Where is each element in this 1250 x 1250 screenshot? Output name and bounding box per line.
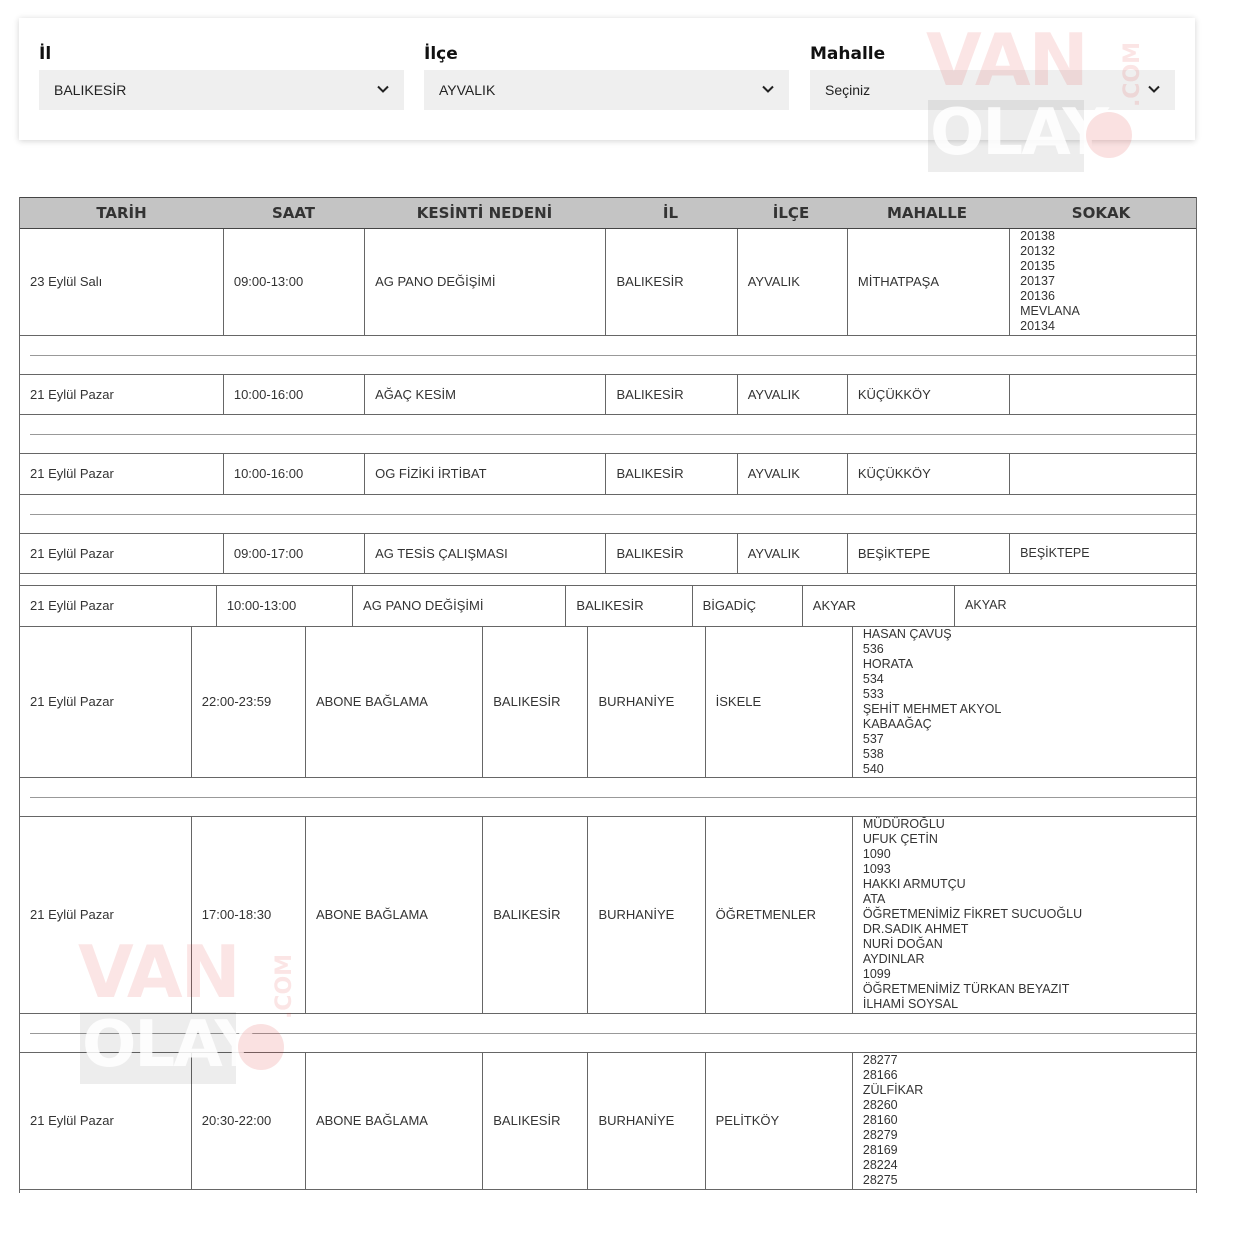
cell-saat: 09:00-13:00 xyxy=(223,229,364,335)
cell-saat: 10:00-16:00 xyxy=(223,375,364,415)
street-name: ATA xyxy=(862,892,886,907)
cell-tarih: 21 Eylül Pazar xyxy=(20,586,216,626)
street-name: AYDINLAR xyxy=(862,952,925,967)
cell-mahalle: ÖĞRETMENLER xyxy=(705,817,852,1013)
cell-ilce: AYVALIK xyxy=(737,229,847,335)
cell-tarih: 21 Eylül Pazar xyxy=(20,817,191,1013)
cell-sokak xyxy=(1010,534,1196,574)
cell-mahalle: İSKELE xyxy=(705,627,852,778)
cell-tarih: 21 Eylül Pazar xyxy=(20,627,191,778)
header-ilce: İLÇE xyxy=(772,204,810,222)
table-row xyxy=(20,1053,1196,1191)
chevron-down-icon xyxy=(1147,82,1161,96)
header-il: İL xyxy=(662,204,679,222)
chevron-down-icon xyxy=(761,82,775,96)
cell-saat: 10:00-16:00 xyxy=(223,454,364,494)
ilce-label: İlçe xyxy=(424,44,458,64)
cell-tarih: 21 Eylül Pazar xyxy=(20,1053,191,1190)
ilce-select[interactable] xyxy=(424,70,789,110)
row-separator xyxy=(20,574,1196,586)
header-tarih: TARİH xyxy=(96,204,147,222)
cell-il: BALIKESİR xyxy=(483,817,588,1013)
street-name: HAKKI ARMUTÇU xyxy=(862,877,966,892)
street-name: 20134 xyxy=(1020,319,1055,334)
street-name: ÖĞRETMENİMİZ FİKRET SUCUOĞLU xyxy=(862,907,1083,922)
il-select-value: BALIKESİR xyxy=(54,82,127,98)
street-name: 28277 xyxy=(862,1053,898,1068)
row-separator xyxy=(20,336,1196,375)
cell-ilce: BİGADİÇ xyxy=(692,586,802,626)
cell-sokak xyxy=(1010,375,1196,415)
table-body xyxy=(20,229,1196,1190)
table-row xyxy=(20,229,1196,336)
street-name: MEVLANA xyxy=(1020,304,1080,319)
street-name: ŞEHİT MEHMET AKYOL xyxy=(862,701,1002,716)
table-row xyxy=(20,534,1196,575)
cell-sokak xyxy=(1010,454,1196,494)
cell-ilce: BURHANİYE xyxy=(588,627,705,778)
street-name: 534 xyxy=(862,671,884,686)
street-name: 20137 xyxy=(1020,274,1055,289)
table-row xyxy=(20,375,1196,416)
cell-neden: ABONE BAĞLAMA xyxy=(305,817,482,1013)
cell-mahalle: KÜÇÜKKÖY xyxy=(847,375,1009,415)
cell-mahalle: MİTHATPAŞA xyxy=(847,229,1009,335)
street-name: MÜDÜROĞLU xyxy=(862,817,945,832)
cell-saat: 22:00-23:59 xyxy=(191,627,305,778)
street-name: 1099 xyxy=(862,967,891,982)
cell-mahalle: KÜÇÜKKÖY xyxy=(847,454,1009,494)
street-name: KABAAĞAÇ xyxy=(862,716,932,731)
cell-sokak xyxy=(852,817,1196,1013)
chevron-down-icon xyxy=(376,82,390,96)
street-name: 540 xyxy=(862,761,884,776)
cell-il: BALIKESİR xyxy=(606,534,737,574)
cell-saat: 10:00-13:00 xyxy=(216,586,352,626)
street-name: AKYAR xyxy=(965,598,1007,613)
street-name: 28279 xyxy=(862,1128,898,1143)
watermark-logo: VAN OLAY .COM xyxy=(78,930,298,1082)
cell-neden: AG PANO DEĞİŞİMİ xyxy=(353,586,566,626)
cell-neden: OG FİZİKİ İRTİBAT xyxy=(365,454,606,494)
cell-sokak xyxy=(852,627,1196,778)
cell-neden: ABONE BAĞLAMA xyxy=(305,627,482,778)
street-name: 533 xyxy=(862,686,884,701)
cell-tarih: 21 Eylül Pazar xyxy=(20,534,223,574)
street-name: 28169 xyxy=(862,1143,898,1158)
street-name: 28275 xyxy=(862,1173,898,1188)
cell-ilce: BURHANİYE xyxy=(588,1053,705,1190)
street-name: 20138 xyxy=(1020,229,1055,244)
street-name: 28260 xyxy=(862,1098,898,1113)
table-row xyxy=(20,627,1196,779)
cell-il: BALIKESİR xyxy=(606,375,737,415)
cell-ilce: BURHANİYE xyxy=(588,817,705,1013)
row-separator xyxy=(20,495,1196,534)
street-name: 536 xyxy=(862,641,884,656)
cell-sokak xyxy=(1010,229,1196,335)
ilce-select-value: AYVALIK xyxy=(439,82,496,98)
cell-ilce: AYVALIK xyxy=(737,534,847,574)
il-filter xyxy=(39,44,404,110)
cell-ilce: AYVALIK xyxy=(737,375,847,415)
street-name: HASAN ÇAVUŞ xyxy=(862,626,952,641)
street-name: ÖĞRETMENİMİZ TÜRKAN BEYAZIT xyxy=(862,982,1070,997)
il-select[interactable] xyxy=(39,70,404,110)
mahalle-select[interactable] xyxy=(810,70,1175,110)
street-name: 20136 xyxy=(1020,289,1055,304)
header-mahalle: MAHALLE xyxy=(886,204,968,222)
header-kesinti-nedeni: KESİNTİ NEDENİ xyxy=(416,204,553,222)
cell-il: BALIKESİR xyxy=(566,586,692,626)
cell-il: BALIKESİR xyxy=(483,1053,588,1190)
street-name: 537 xyxy=(862,731,884,746)
table-row xyxy=(20,586,1196,627)
street-name: İLHAMİ SOYSAL xyxy=(862,997,959,1012)
street-name: 1093 xyxy=(862,862,891,877)
cell-tarih: 21 Eylül Pazar xyxy=(20,375,223,415)
cell-sokak xyxy=(852,1053,1196,1190)
mahalle-label: Mahalle xyxy=(810,44,886,64)
cell-il: BALIKESİR xyxy=(606,229,737,335)
watermark-logo: OLAY xyxy=(926,24,1146,184)
street-name: HORATA xyxy=(862,656,914,671)
street-name: UFUK ÇETİN xyxy=(862,832,938,847)
cell-tarih: 21 Eylül Pazar xyxy=(20,454,223,494)
cell-ilce: AYVALIK xyxy=(737,454,847,494)
cell-neden: AG PANO DEĞİŞİMİ xyxy=(365,229,606,335)
header-sokak: SOKAK xyxy=(1071,204,1131,222)
cell-saat: 17:00-18:30 xyxy=(191,817,305,1013)
row-separator xyxy=(20,778,1196,817)
cell-tarih: 23 Eylül Salı xyxy=(20,229,223,335)
street-name: ZÜLFİKAR xyxy=(862,1083,924,1098)
cell-il: BALIKESİR xyxy=(606,454,737,494)
outage-table xyxy=(19,197,1197,1193)
street-name: 1090 xyxy=(862,847,891,862)
filter-panel xyxy=(19,18,1195,140)
ilce-filter xyxy=(424,44,789,110)
cell-saat: 20:30-22:00 xyxy=(191,1053,305,1190)
header-saat: SAAT xyxy=(271,204,316,222)
street-name: 20135 xyxy=(1020,259,1055,274)
mahalle-select-value: Seçiniz xyxy=(825,82,871,98)
street-name: DR.SADIK AHMET xyxy=(862,922,969,937)
cell-neden: AĞAÇ KESİM xyxy=(365,375,606,415)
cell-il: BALIKESİR xyxy=(483,627,588,778)
street-name: 538 xyxy=(862,746,884,761)
mahalle-filter xyxy=(810,44,1175,110)
cell-mahalle: PELİTKÖY xyxy=(705,1053,852,1190)
table-row xyxy=(20,454,1196,495)
cell-neden: ABONE BAĞLAMA xyxy=(305,1053,482,1190)
cell-neden: AG TESİS ÇALIŞMASI xyxy=(365,534,606,574)
street-name: BEŞİKTEPE xyxy=(1020,545,1090,560)
street-name: NURİ DOĞAN xyxy=(862,937,943,952)
cell-sokak xyxy=(955,586,1196,626)
street-name: 20132 xyxy=(1020,244,1055,259)
row-separator xyxy=(20,415,1196,454)
cell-mahalle: AKYAR xyxy=(802,586,954,626)
cell-mahalle: BEŞİKTEPE xyxy=(847,534,1009,574)
street-name: 28166 xyxy=(862,1068,898,1083)
street-name: 28160 xyxy=(862,1113,898,1128)
row-separator xyxy=(20,1014,1196,1053)
cell-saat: 09:00-17:00 xyxy=(223,534,364,574)
il-label: İl xyxy=(39,44,52,64)
table-header xyxy=(20,197,1196,229)
table-row xyxy=(20,817,1196,1014)
street-name: 28224 xyxy=(862,1158,898,1173)
